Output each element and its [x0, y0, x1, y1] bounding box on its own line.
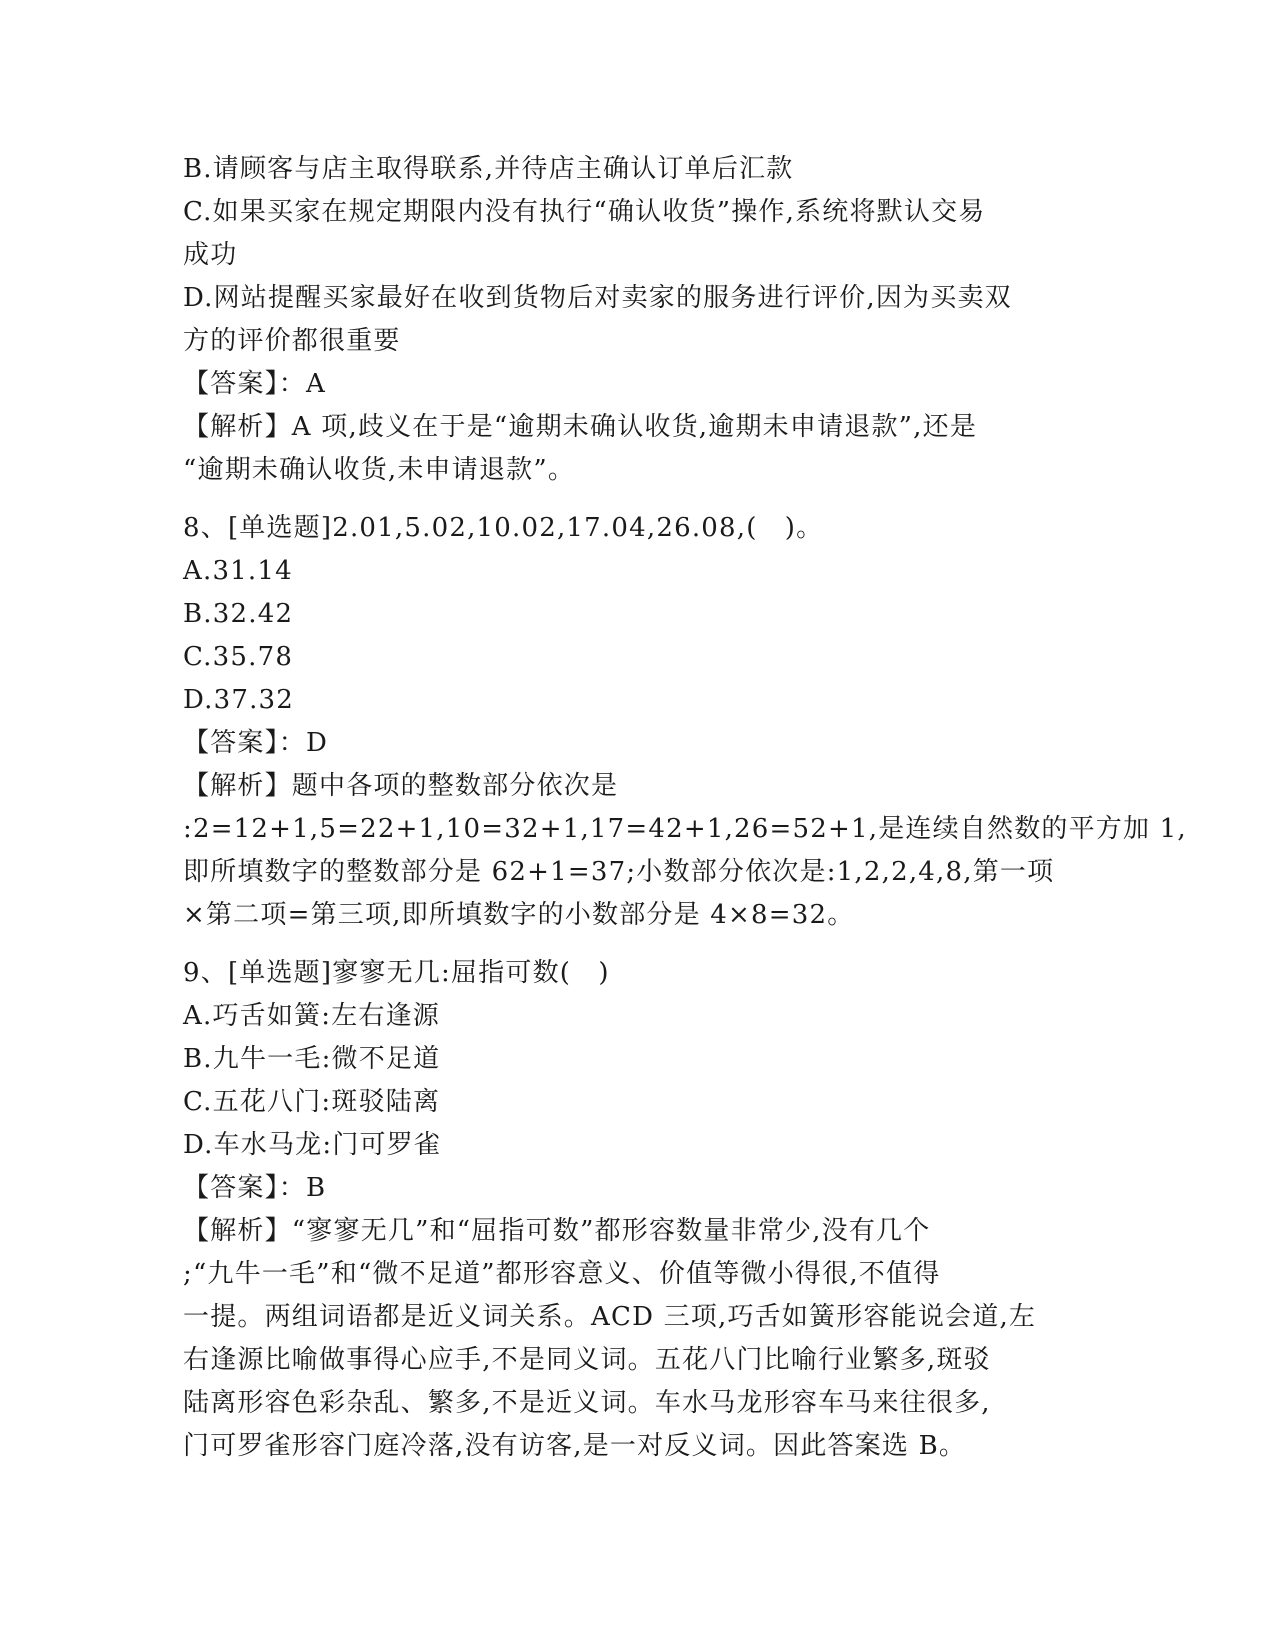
option-d-q9: D.车水马龙:门可罗雀 [183, 1130, 442, 1160]
answer-q9: 【答案】：B [183, 1173, 327, 1203]
explanation-q9-cont-5: 门可罗雀形容门庭冷落,没有访客,是一对反义词。因此答案选 B。 [183, 1431, 967, 1461]
explanation-q9: 【解析】“寥寥无几”和“屈指可数”都形容数量非常少,没有几个 [183, 1216, 931, 1246]
spacer [183, 937, 1088, 952]
option-a-q8: A.31.14 [183, 556, 293, 586]
option-c-q7-cont: 成功 [183, 240, 238, 270]
explanation-q8-cont-2: 即所填数字的整数部分是 62+1=37;小数部分依次是:1,2,2,4,8,第一项 [183, 857, 1055, 887]
document-page [183, 148, 1187, 1468]
explanation-q7: 【解析】A 项,歧义在于是“逾期未确认收货,逾期未申请退款”,还是 [183, 412, 978, 442]
option-b-q7: B.请顾客与店主取得联系,并待店主确认订单后汇款 [183, 154, 794, 184]
option-b-q8: B.32.42 [183, 599, 294, 629]
spacer [183, 492, 1088, 507]
explanation-q9-cont-1: ;“九牛一毛”和“微不足道”都形容意义、价值等微小得很,不值得 [183, 1259, 941, 1289]
option-d-q8: D.37.32 [183, 685, 295, 715]
explanation-q9-cont-3: 右逢源比喻做事得心应手,不是同义词。五花八门比喻行业繁多,斑驳 [183, 1345, 991, 1375]
answer-q8: 【答案】：D [183, 728, 329, 758]
explanation-q7-cont: “逾期未确认收货,未申请退款”。 [183, 455, 576, 485]
explanation-q9-cont-2: 一提。两组词语都是近义词关系。ACD 三项,巧舌如簧形容能说会道,左 [183, 1302, 1037, 1332]
option-d-q7-cont: 方的评价都很重要 [183, 326, 401, 356]
option-b-q9: B.九牛一毛:微不足道 [183, 1044, 441, 1074]
option-a-q9: A.巧舌如簧:左右逢源 [183, 1001, 441, 1031]
explanation-q8: 【解析】题中各项的整数部分依次是 [183, 771, 619, 801]
question-8: 8、[单选题]2.01,5.02,10.02,17.04,26.08,( )。 [183, 513, 824, 543]
question-9: 9、[单选题]寥寥无几:屈指可数( ) [183, 958, 610, 988]
explanation-q8-cont-3: ×第二项=第三项,即所填数字的小数部分是 4×8=32。 [183, 900, 855, 930]
answer-q7: 【答案】：A [183, 369, 326, 399]
option-c-q8: C.35.78 [183, 642, 294, 672]
option-c-q7: C.如果买家在规定期限内没有执行“确认收货”操作,系统将默认交易 [183, 197, 986, 227]
explanation-q8-cont-1: :2=12+1,5=22+1,10=32+1,17=42+1,26=52+1,是连续自然数的平方加 1, [183, 814, 1187, 844]
option-d-q7: D.网站提醒买家最好在收到货物后对卖家的服务进行评价,因为买卖双 [183, 283, 1012, 313]
option-c-q9: C.五花八门:斑驳陆离 [183, 1087, 441, 1117]
explanation-q9-cont-4: 陆离形容色彩杂乱、繁多,不是近义词。车水马龙形容车马来往很多, [183, 1388, 991, 1418]
